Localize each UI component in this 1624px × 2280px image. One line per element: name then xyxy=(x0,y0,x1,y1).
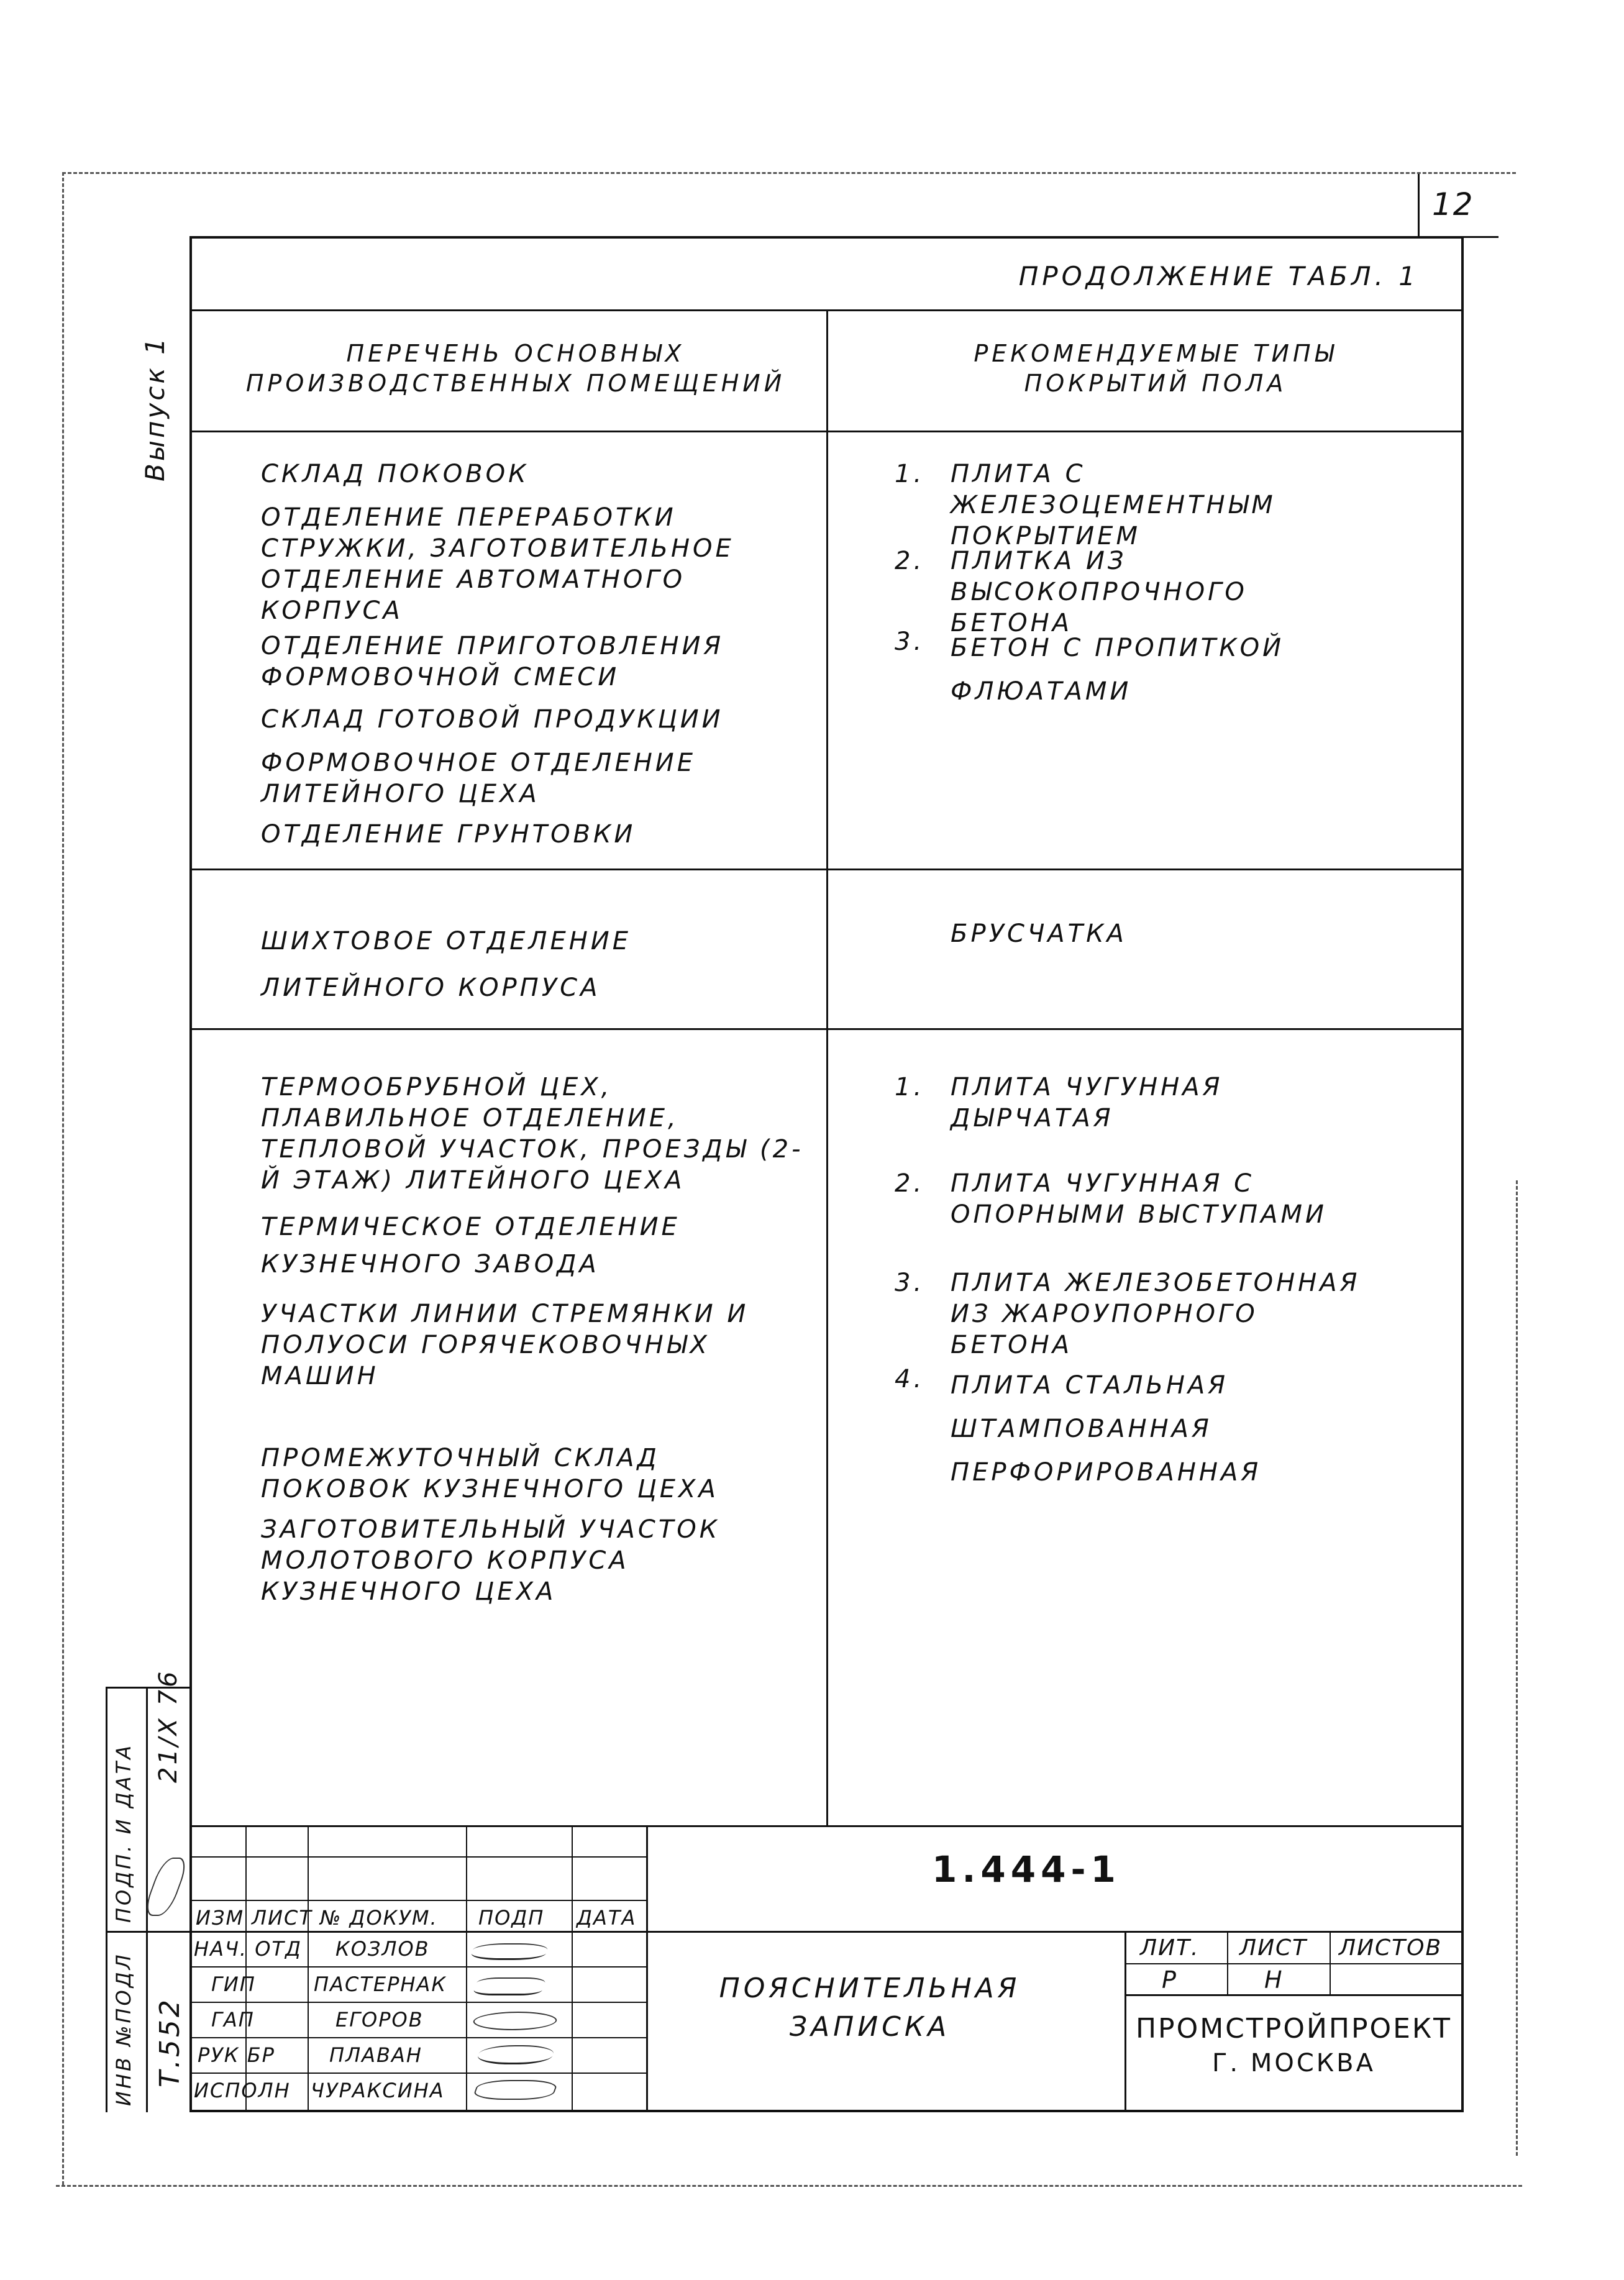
grid-row-2 xyxy=(189,1900,646,1901)
header-rooms: ПЕРЕЧЕНЬ ОСНОВНЫХ ПРОИЗВОДСТВЕННЫХ ПОМЕЩЕНИЙ xyxy=(245,340,786,397)
sheet-header-list: ЛИСТ xyxy=(1239,1935,1308,1961)
table-caption: ПРОДОЛЖЕНИЕ ТАБЛ. 1 xyxy=(1018,261,1419,291)
row3-covering-1: 1. ПЛИТА ЧУГУННАЯ ДЫРЧАТАЯ xyxy=(895,1073,1223,1133)
staff-name-2: ПАСТЕРНАК xyxy=(314,1972,447,1996)
title-block-top xyxy=(189,1825,1463,1827)
grid-row-4 xyxy=(189,1966,646,1968)
signature-4 xyxy=(475,2045,556,2064)
row3-room-2: ТЕРМИЧЕСКОЕ ОТДЕЛЕНИЕ КУЗНЕЧНОГО ЗАВОДА xyxy=(261,1213,680,1279)
row1-covering-2: 2. ПЛИТКА ИЗ ВЫСОКОПРОЧНОГО БЕТОНА xyxy=(895,547,1248,637)
signature-1 xyxy=(469,1943,550,1960)
row1-covering-3: 3. БЕТОН С ПРОПИТКОЙ ФЛЮАТАМИ xyxy=(895,627,1284,706)
sheet-info-row2 xyxy=(1124,1994,1463,1996)
stamp-inv-value: Т.552 xyxy=(154,1997,186,2087)
row2-covering-1: БРУСЧАТКА xyxy=(951,919,1127,948)
signature-5 xyxy=(472,2080,559,2100)
grid-row-5 xyxy=(189,2002,646,2003)
row1-room-4: СКЛАД ГОТОВОЙ ПРОДУКЦИИ xyxy=(261,705,724,734)
row3-covering-2: 2. ПЛИТА ЧУГУННАЯ С ОПОРНЫМИ ВЫСТУПАМИ xyxy=(895,1169,1327,1229)
stamp-sign-label: ПОДП. И ДАТА xyxy=(112,1743,135,1923)
frame-right xyxy=(1461,236,1464,2112)
grid-col-4 xyxy=(572,1825,573,2111)
sheet-info-col1 xyxy=(1227,1931,1228,1994)
outer-frame-left xyxy=(62,172,64,2185)
col-header-doc: № ДОКУМ. xyxy=(320,1906,438,1930)
column-divider xyxy=(826,309,828,1825)
sheet-value-lit: Р xyxy=(1162,1966,1177,1994)
sheet-info-row1 xyxy=(1124,1963,1463,1964)
grid-col-3 xyxy=(466,1825,467,2111)
row3-covering-3: 3. ПЛИТА ЖЕЛЕЗОБЕТОННАЯ ИЗ ЖАРОУПОРНОГО БЕТОНА xyxy=(895,1269,1361,1359)
frame-top xyxy=(189,236,1463,239)
outer-frame-top xyxy=(62,172,1516,174)
staff-name-5: ЧУРАКСИНА xyxy=(311,2079,445,2102)
row1-covering-1: 1. ПЛИТА С ЖЕЛЕЗОЦЕМЕНТНЫМ ПОКРЫТИЕМ xyxy=(895,460,1276,550)
title-block-mid-rule xyxy=(646,1931,1463,1933)
staff-role-4: РУК БР xyxy=(198,2043,275,2067)
row3-room-1: ТЕРМООБРУБНОЙ ЦЕХ, ПЛАВИЛЬНОЕ ОТДЕЛЕНИЕ, ТЕПЛОВОЙ УЧАСТОК, ПРОЕЗДЫ (2-Й ЭТАЖ) ЛИТЕЙНОГО ЦЕХА xyxy=(261,1073,804,1195)
staff-role-2: ГИП xyxy=(211,1972,256,1996)
stamp-date-value: 21/X 76 xyxy=(154,1669,183,1783)
sheet-header-listov: ЛИСТОВ xyxy=(1339,1935,1443,1961)
city: Г. МОСКВА xyxy=(1212,2049,1375,2077)
row2-rule xyxy=(189,1028,1463,1030)
row3-room-4: ПРОМЕЖУТОЧНЫЙ СКЛАД ПОКОВОК КУЗНЕЧНОГО ЦЕХА xyxy=(261,1444,719,1503)
grid-row-3 xyxy=(189,1931,646,1933)
signature-2 xyxy=(472,1977,547,1995)
header-coverings: РЕКОМЕНДУЕМЫЕ ТИПЫ ПОКРЫТИЙ ПОЛА xyxy=(974,340,1338,397)
edition-label: Выпуск 1 xyxy=(140,335,170,481)
col-header-izm: ИЗМ xyxy=(196,1906,245,1930)
frame-bottom xyxy=(189,2110,1463,2112)
row1-room-3: ОТДЕЛЕНИЕ ПРИГОТОВЛЕНИЯ ФОРМОВОЧНОЙ СМЕСИ xyxy=(261,632,724,691)
staff-role-5: ИСПОЛН xyxy=(194,2079,291,2102)
sheet-header-lit: ЛИТ. xyxy=(1140,1935,1200,1961)
stamp-left xyxy=(106,1687,107,2112)
staff-name-4: ПЛАВАН xyxy=(329,2043,422,2067)
stamp-split xyxy=(106,1931,189,1933)
row1-room-5: ФОРМОВОЧНОЕ ОТДЕЛЕНИЕ ЛИТЕЙНОГО ЦЕХА xyxy=(261,749,696,808)
title-block-left-divider xyxy=(646,1825,648,2111)
sheet-number-box-left xyxy=(1418,174,1420,236)
row3-covering-4: 4. ПЛИТА СТАЛЬНАЯ ШТАМПОВАННАЯ ПЕРФОРИРОВАННАЯ xyxy=(895,1365,1262,1487)
row3-room-5: ЗАГОТОВИТЕЛЬНЫЙ УЧАСТОК МОЛОТОВОГО КОРПУСА КУЗНЕЧНОГО ЦЕХА xyxy=(261,1515,721,1606)
stamp-inv-label: ИНВ №ПОДЛ xyxy=(112,1952,135,2106)
sheet-number: 12 xyxy=(1432,186,1474,222)
header-rule xyxy=(189,431,1463,432)
row2-room-1: ШИХТОВОЕ ОТДЕЛЕНИЕ ЛИТЕЙНОГО КОРПУСА xyxy=(261,927,631,1002)
grid-col-1 xyxy=(245,1825,247,2111)
frame-left xyxy=(189,236,192,2112)
sheet-value-list: Н xyxy=(1264,1966,1284,1994)
staff-name-1: КОЗЛОВ xyxy=(335,1937,430,1961)
staff-name-3: ЕГОРОВ xyxy=(335,2008,424,2031)
row1-room-1: СКЛАД ПОКОВОК xyxy=(261,460,529,488)
stamp-signature xyxy=(142,1858,190,1916)
grid-col-2 xyxy=(308,1825,309,2111)
grid-row-1 xyxy=(189,1856,646,1858)
signature-3 xyxy=(470,2012,560,2030)
doc-code: 1.444-1 xyxy=(932,1848,1121,1890)
outer-frame-bottom xyxy=(56,2185,1522,2187)
col-header-list: ЛИСТ xyxy=(252,1906,312,1930)
outer-frame-right xyxy=(1516,1180,1518,2156)
col-header-sign: ПОДП xyxy=(478,1906,545,1930)
grid-row-6 xyxy=(189,2037,646,2038)
row3-room-3: УЧАСТКИ ЛИНИИ СТРЕМЯНКИ И ПОЛУОСИ ГОРЯЧЕКОВОЧНЫХ МАШИН xyxy=(261,1300,749,1390)
row1-rule xyxy=(189,869,1463,870)
staff-role-1: НАЧ. ОТД xyxy=(194,1937,302,1961)
col-header-date: ДАТА xyxy=(577,1906,637,1930)
sheet-info-col2 xyxy=(1330,1931,1331,1994)
row1-room-2: ОТДЕЛЕНИЕ ПЕРЕРАБОТКИ СТРУЖКИ, ЗАГОТОВИТЕЛЬНОЕ ОТДЕЛЕНИЕ АВТОМАТНОГО КОРПУСА xyxy=(261,503,734,625)
row1-room-6: ОТДЕЛЕНИЕ ГРУНТОВКИ xyxy=(261,820,636,849)
staff-role-3: ГАП xyxy=(211,2008,255,2031)
doc-title: ПОЯСНИТЕЛЬНАЯ ЗАПИСКА xyxy=(719,1972,1021,2043)
organization: ПРОМСТРОЙПРОЕКТ xyxy=(1135,2013,1453,2045)
grid-row-7 xyxy=(189,2073,646,2074)
